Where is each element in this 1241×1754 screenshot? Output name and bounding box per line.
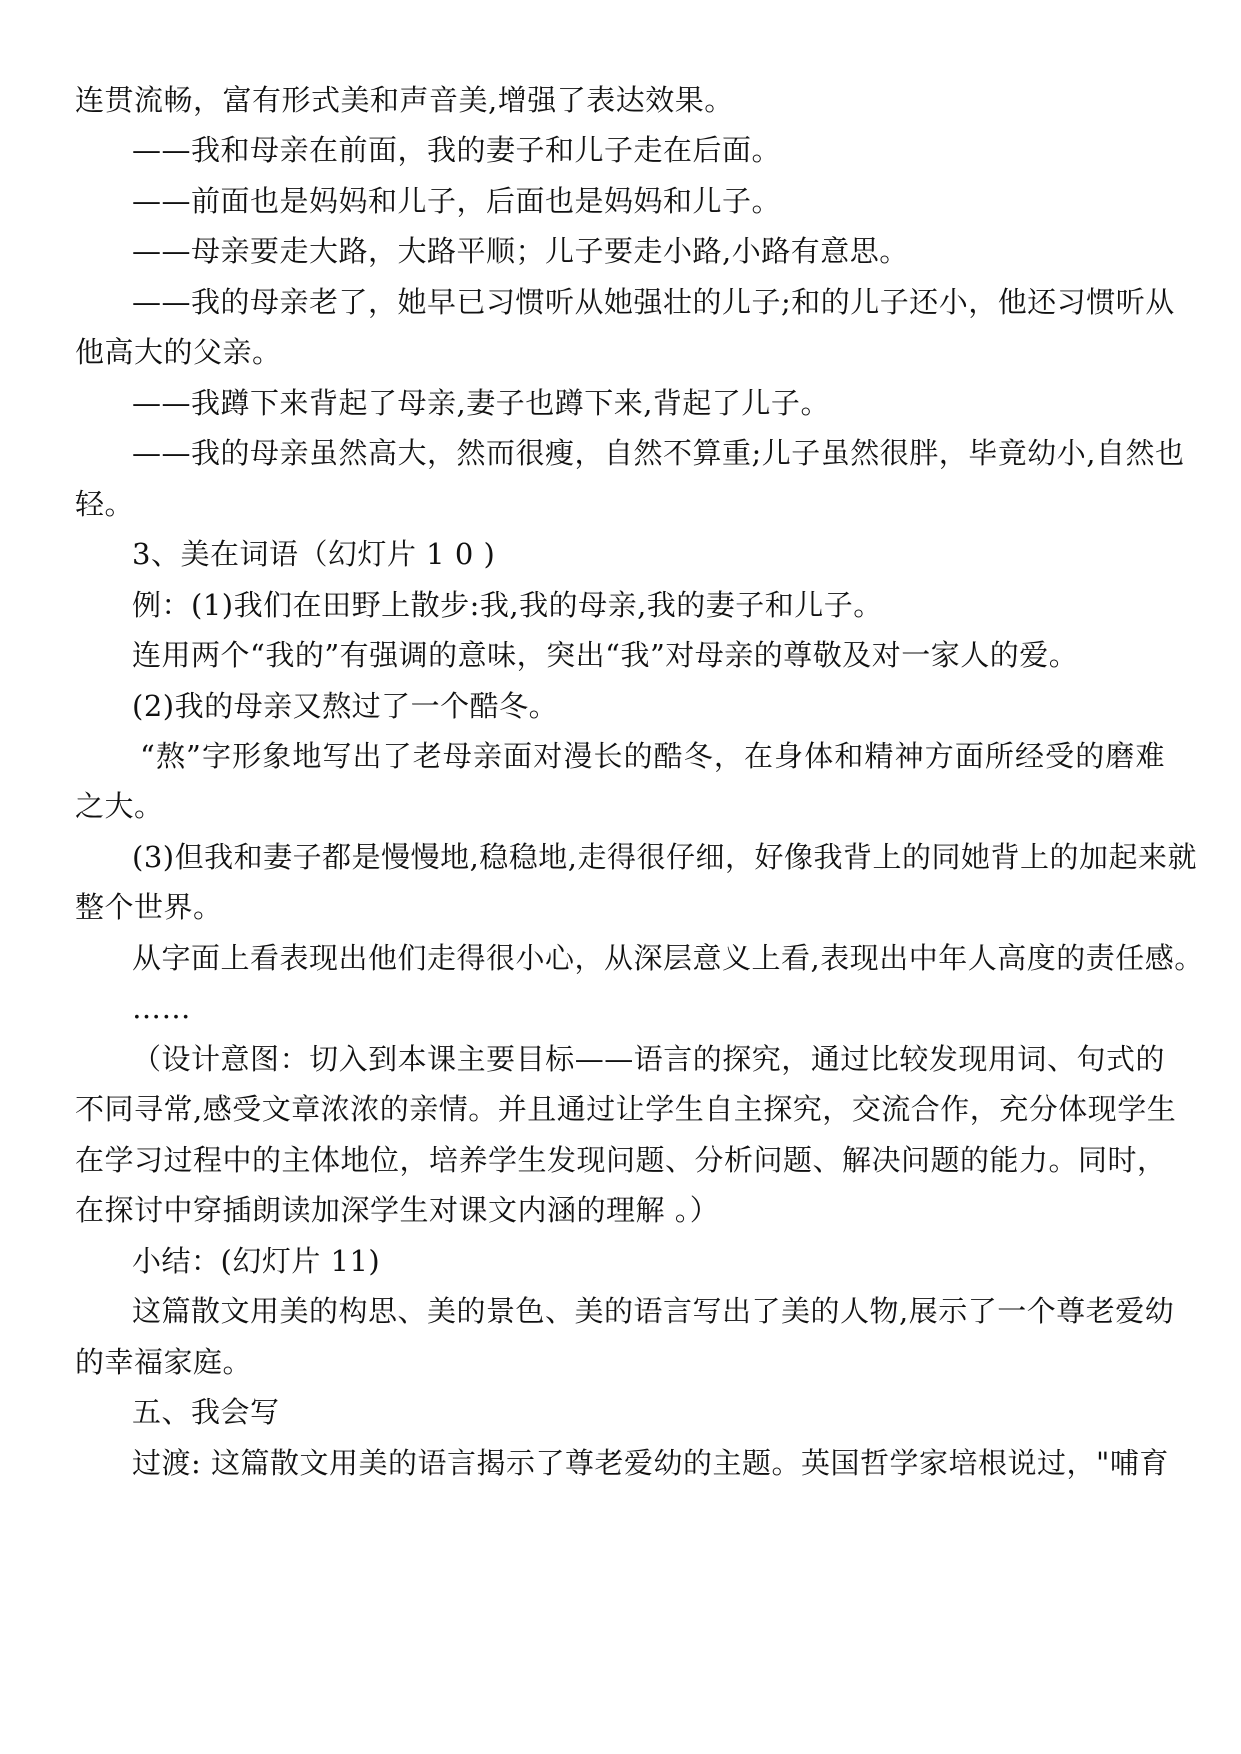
- ellipsis: ……: [132, 991, 191, 1025]
- text-line: 轻。: [75, 487, 135, 521]
- section-heading: 3、美在词语（幻灯片 1 0 ): [132, 537, 496, 571]
- text-line: ——我的母亲老了，她早已习惯听从她强壮的儿子;和的儿子还小，他还习惯听从: [132, 285, 1175, 319]
- text-line: ——母亲要走大路，大路平顺；儿子要走小路,小路有意思。: [132, 234, 909, 268]
- section-heading: 五、我会写: [132, 1395, 280, 1429]
- text-line: 他高大的父亲。: [75, 335, 282, 369]
- text-line: ——我蹲下来背起了母亲,妻子也蹲下来,背起了儿子。: [132, 386, 830, 420]
- text-line: 之大。: [75, 789, 164, 823]
- text-line: ——我的母亲虽然高大，然而很瘦，自然不算重;儿子虽然很胖，毕竟幼小,自然也: [132, 436, 1185, 470]
- text-line: （设计意图：切入到本课主要目标——语言的探究，通过比较发现用词、句式的: [132, 1042, 1165, 1076]
- text-line: 例：(1)我们在田野上散步:我,我的母亲,我的妻子和儿子。: [132, 588, 883, 622]
- text-line: 从字面上看表现出他们走得很小心，从深层意义上看,表现出中年人高度的责任感。: [132, 941, 1204, 975]
- text-line: (2)我的母亲又熬过了一个酷冬。: [132, 689, 559, 723]
- text-line: 在探讨中穿插朗读加深学生对课文内涵的理解 。）: [75, 1193, 720, 1227]
- text-line: 连用两个“我的”有强调的意味，突出“我”对母亲的尊敬及对一家人的爱。: [132, 638, 1079, 672]
- text-line: 在学习过程中的主体地位，培养学生发现问题、分析问题、解决问题的能力。同时，: [75, 1143, 1167, 1177]
- text-line: ——前面也是妈妈和儿子，后面也是妈妈和儿子。: [132, 184, 782, 218]
- text-line: “熬”字形象地写出了老母亲面对漫长的酷冬，在身体和精神方面所经受的磨难: [140, 739, 1165, 773]
- text-line: ——我和母亲在前面，我的妻子和儿子走在后面。: [132, 133, 782, 167]
- text-line: 不同寻常,感受文章浓浓的亲情。并且通过让学生自主探究，交流合作，充分体现学生: [75, 1092, 1177, 1126]
- text-line: 连贯流畅，富有形式美和声音美,增强了表达效果。: [75, 83, 734, 117]
- section-heading: 小结：(幻灯片 11): [132, 1244, 381, 1278]
- text-line: 过渡: 这篇散文用美的语言揭示了尊老爱幼的主题。英国哲学家培根说过，"哺育: [132, 1446, 1169, 1480]
- text-line: 整个世界。: [75, 890, 223, 924]
- text-line: 这篇散文用美的构思、美的景色、美的语言写出了美的人物,展示了一个尊老爱幼: [132, 1294, 1175, 1328]
- text-line: (3)但我和妻子都是慢慢地,稳稳地,走得很仔细，好像我背上的同她背上的加起来就: [132, 840, 1198, 874]
- text-line: 的幸福家庭。: [75, 1345, 253, 1379]
